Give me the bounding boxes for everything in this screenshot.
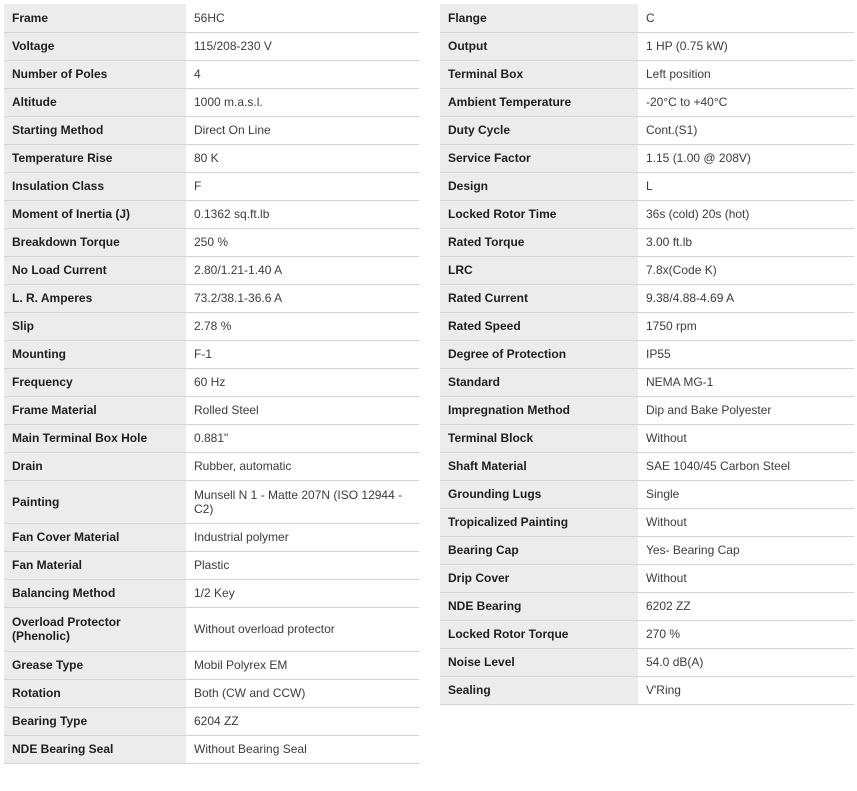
- spec-row: [4, 579, 419, 607]
- spec-label: Breakdown Torque: [4, 228, 186, 256]
- spec-value: 2.80/1.21-1.40 A: [186, 256, 419, 284]
- spec-label: Frequency: [4, 368, 186, 396]
- spec-row: [4, 452, 419, 480]
- spec-value: V'Ring: [638, 676, 854, 704]
- spec-label: Insulation Class: [4, 172, 186, 200]
- spec-label: Rated Speed: [440, 312, 638, 340]
- spec-value: Without Bearing Seal: [186, 735, 419, 763]
- spec-value: Without: [638, 424, 854, 452]
- spec-row: [440, 536, 854, 564]
- spec-label: Voltage: [4, 32, 186, 60]
- spec-value: 1.15 (1.00 @ 208V): [638, 144, 854, 172]
- spec-label: Grounding Lugs: [440, 480, 638, 508]
- spec-label: Sealing: [440, 676, 638, 704]
- spec-value: 270 %: [638, 620, 854, 648]
- spec-row: [4, 32, 419, 60]
- spec-row: [440, 60, 854, 88]
- spec-row: [440, 508, 854, 536]
- spec-value: 56HC: [186, 4, 419, 32]
- spec-label: Output: [440, 32, 638, 60]
- spec-value: Direct On Line: [186, 116, 419, 144]
- spec-label: Design: [440, 172, 638, 200]
- spec-label: Frame: [4, 4, 186, 32]
- spec-row: [440, 32, 854, 60]
- spec-value: Single: [638, 480, 854, 508]
- spec-label: Drip Cover: [440, 564, 638, 592]
- spec-label: Degree of Protection: [440, 340, 638, 368]
- spec-value: 2.78 %: [186, 312, 419, 340]
- spec-value: Industrial polymer: [186, 523, 419, 551]
- spec-label: Drain: [4, 452, 186, 480]
- spec-label: Overload Protector (Phenolic): [4, 607, 186, 651]
- spec-row: [440, 228, 854, 256]
- spec-label: Fan Cover Material: [4, 523, 186, 551]
- spec-value: Yes- Bearing Cap: [638, 536, 854, 564]
- spec-value: 60 Hz: [186, 368, 419, 396]
- spec-label: Balancing Method: [4, 579, 186, 607]
- spec-row: [440, 144, 854, 172]
- spec-value: 1 HP (0.75 kW): [638, 32, 854, 60]
- spec-value: Cont.(S1): [638, 116, 854, 144]
- spec-value: -20°C to +40°C: [638, 88, 854, 116]
- spec-row: [4, 424, 419, 452]
- spec-table-left: [4, 4, 419, 764]
- spec-value: SAE 1040/45 Carbon Steel: [638, 452, 854, 480]
- spec-value: 250 %: [186, 228, 419, 256]
- spec-label: Fan Material: [4, 551, 186, 579]
- spec-label: Locked Rotor Torque: [440, 620, 638, 648]
- spec-row: [440, 312, 854, 340]
- spec-label: Bearing Type: [4, 707, 186, 735]
- spec-row: [4, 4, 419, 32]
- spec-row: [4, 679, 419, 707]
- spec-value: Without overload protector: [186, 607, 419, 651]
- spec-label: Altitude: [4, 88, 186, 116]
- spec-row: [440, 368, 854, 396]
- spec-value: 36s (cold) 20s (hot): [638, 200, 854, 228]
- spec-row: [4, 368, 419, 396]
- spec-value: 115/208-230 V: [186, 32, 419, 60]
- spec-label: Standard: [440, 368, 638, 396]
- spec-value: IP55: [638, 340, 854, 368]
- spec-row: [440, 88, 854, 116]
- spec-row: [440, 424, 854, 452]
- spec-value: 80 K: [186, 144, 419, 172]
- spec-label: Grease Type: [4, 651, 186, 679]
- spec-value: C: [638, 4, 854, 32]
- spec-label: Noise Level: [440, 648, 638, 676]
- spec-row: [440, 648, 854, 676]
- spec-row: [4, 60, 419, 88]
- spec-table-right: [440, 4, 854, 705]
- spec-value: 4: [186, 60, 419, 88]
- spec-value: F-1: [186, 340, 419, 368]
- spec-value: 73.2/38.1-36.6 A: [186, 284, 419, 312]
- spec-row: [4, 707, 419, 735]
- spec-row: [440, 172, 854, 200]
- spec-row: [4, 312, 419, 340]
- spec-label: Temperature Rise: [4, 144, 186, 172]
- spec-row: [4, 340, 419, 368]
- spec-value: 9.38/4.88-4.69 A: [638, 284, 854, 312]
- spec-label: Main Terminal Box Hole: [4, 424, 186, 452]
- spec-row: [4, 396, 419, 424]
- spec-row: [440, 620, 854, 648]
- spec-value: Rolled Steel: [186, 396, 419, 424]
- spec-value: 0.1362 sq.ft.lb: [186, 200, 419, 228]
- spec-label: NDE Bearing Seal: [4, 735, 186, 763]
- spec-row: [4, 88, 419, 116]
- spec-label: Service Factor: [440, 144, 638, 172]
- spec-value: Munsell N 1 - Matte 207N (ISO 12944 - C2): [186, 480, 419, 523]
- spec-value: 54.0 dB(A): [638, 648, 854, 676]
- spec-value: Without: [638, 508, 854, 536]
- spec-value: Left position: [638, 60, 854, 88]
- spec-row: [440, 592, 854, 620]
- spec-label: Bearing Cap: [440, 536, 638, 564]
- spec-row: [4, 256, 419, 284]
- spec-label: Mounting: [4, 340, 186, 368]
- spec-label: Impregnation Method: [440, 396, 638, 424]
- spec-value: 7.8x(Code K): [638, 256, 854, 284]
- spec-row: [4, 172, 419, 200]
- spec-row: [4, 200, 419, 228]
- spec-row: [4, 551, 419, 579]
- spec-row: [4, 523, 419, 551]
- spec-value: Without: [638, 564, 854, 592]
- spec-label: Painting: [4, 480, 186, 523]
- spec-label: Tropicalized Painting: [440, 508, 638, 536]
- spec-row: [440, 116, 854, 144]
- spec-row: [4, 651, 419, 679]
- spec-row: [440, 564, 854, 592]
- spec-value: 1/2 Key: [186, 579, 419, 607]
- spec-label: Shaft Material: [440, 452, 638, 480]
- spec-value: 1000 m.a.s.l.: [186, 88, 419, 116]
- spec-label: Duty Cycle: [440, 116, 638, 144]
- spec-label: Rated Torque: [440, 228, 638, 256]
- spec-value: NEMA MG-1: [638, 368, 854, 396]
- spec-label: Slip: [4, 312, 186, 340]
- spec-value: 1750 rpm: [638, 312, 854, 340]
- spec-value: Plastic: [186, 551, 419, 579]
- spec-label: Ambient Temperature: [440, 88, 638, 116]
- spec-label: Rotation: [4, 679, 186, 707]
- spec-label: Number of Poles: [4, 60, 186, 88]
- spec-row: [440, 256, 854, 284]
- spec-value: Mobil Polyrex EM: [186, 651, 419, 679]
- spec-row: [4, 735, 419, 763]
- spec-row: [440, 4, 854, 32]
- spec-value: Dip and Bake Polyester: [638, 396, 854, 424]
- spec-label: LRC: [440, 256, 638, 284]
- spec-value: L: [638, 172, 854, 200]
- spec-row: [440, 396, 854, 424]
- spec-row: [440, 480, 854, 508]
- spec-label: Terminal Block: [440, 424, 638, 452]
- spec-label: L. R. Amperes: [4, 284, 186, 312]
- spec-label: Moment of Inertia (J): [4, 200, 186, 228]
- spec-row: [4, 116, 419, 144]
- spec-row: [440, 676, 854, 704]
- spec-row: [4, 480, 419, 523]
- spec-label: Starting Method: [4, 116, 186, 144]
- spec-label: Frame Material: [4, 396, 186, 424]
- spec-label: Flange: [440, 4, 638, 32]
- spec-row: [4, 284, 419, 312]
- spec-value: 3.00 ft.lb: [638, 228, 854, 256]
- spec-row: [440, 200, 854, 228]
- spec-label: No Load Current: [4, 256, 186, 284]
- spec-value: Both (CW and CCW): [186, 679, 419, 707]
- spec-row: [4, 144, 419, 172]
- spec-row: [4, 607, 419, 651]
- spec-row: [4, 228, 419, 256]
- spec-label: Terminal Box: [440, 60, 638, 88]
- spec-label: Rated Current: [440, 284, 638, 312]
- spec-label: Locked Rotor Time: [440, 200, 638, 228]
- spec-row: [440, 284, 854, 312]
- spec-row: [440, 452, 854, 480]
- spec-row: [440, 340, 854, 368]
- spec-label: NDE Bearing: [440, 592, 638, 620]
- spec-value: Rubber, automatic: [186, 452, 419, 480]
- spec-value: 6204 ZZ: [186, 707, 419, 735]
- spec-value: 6202 ZZ: [638, 592, 854, 620]
- spec-value: 0.881": [186, 424, 419, 452]
- spec-value: F: [186, 172, 419, 200]
